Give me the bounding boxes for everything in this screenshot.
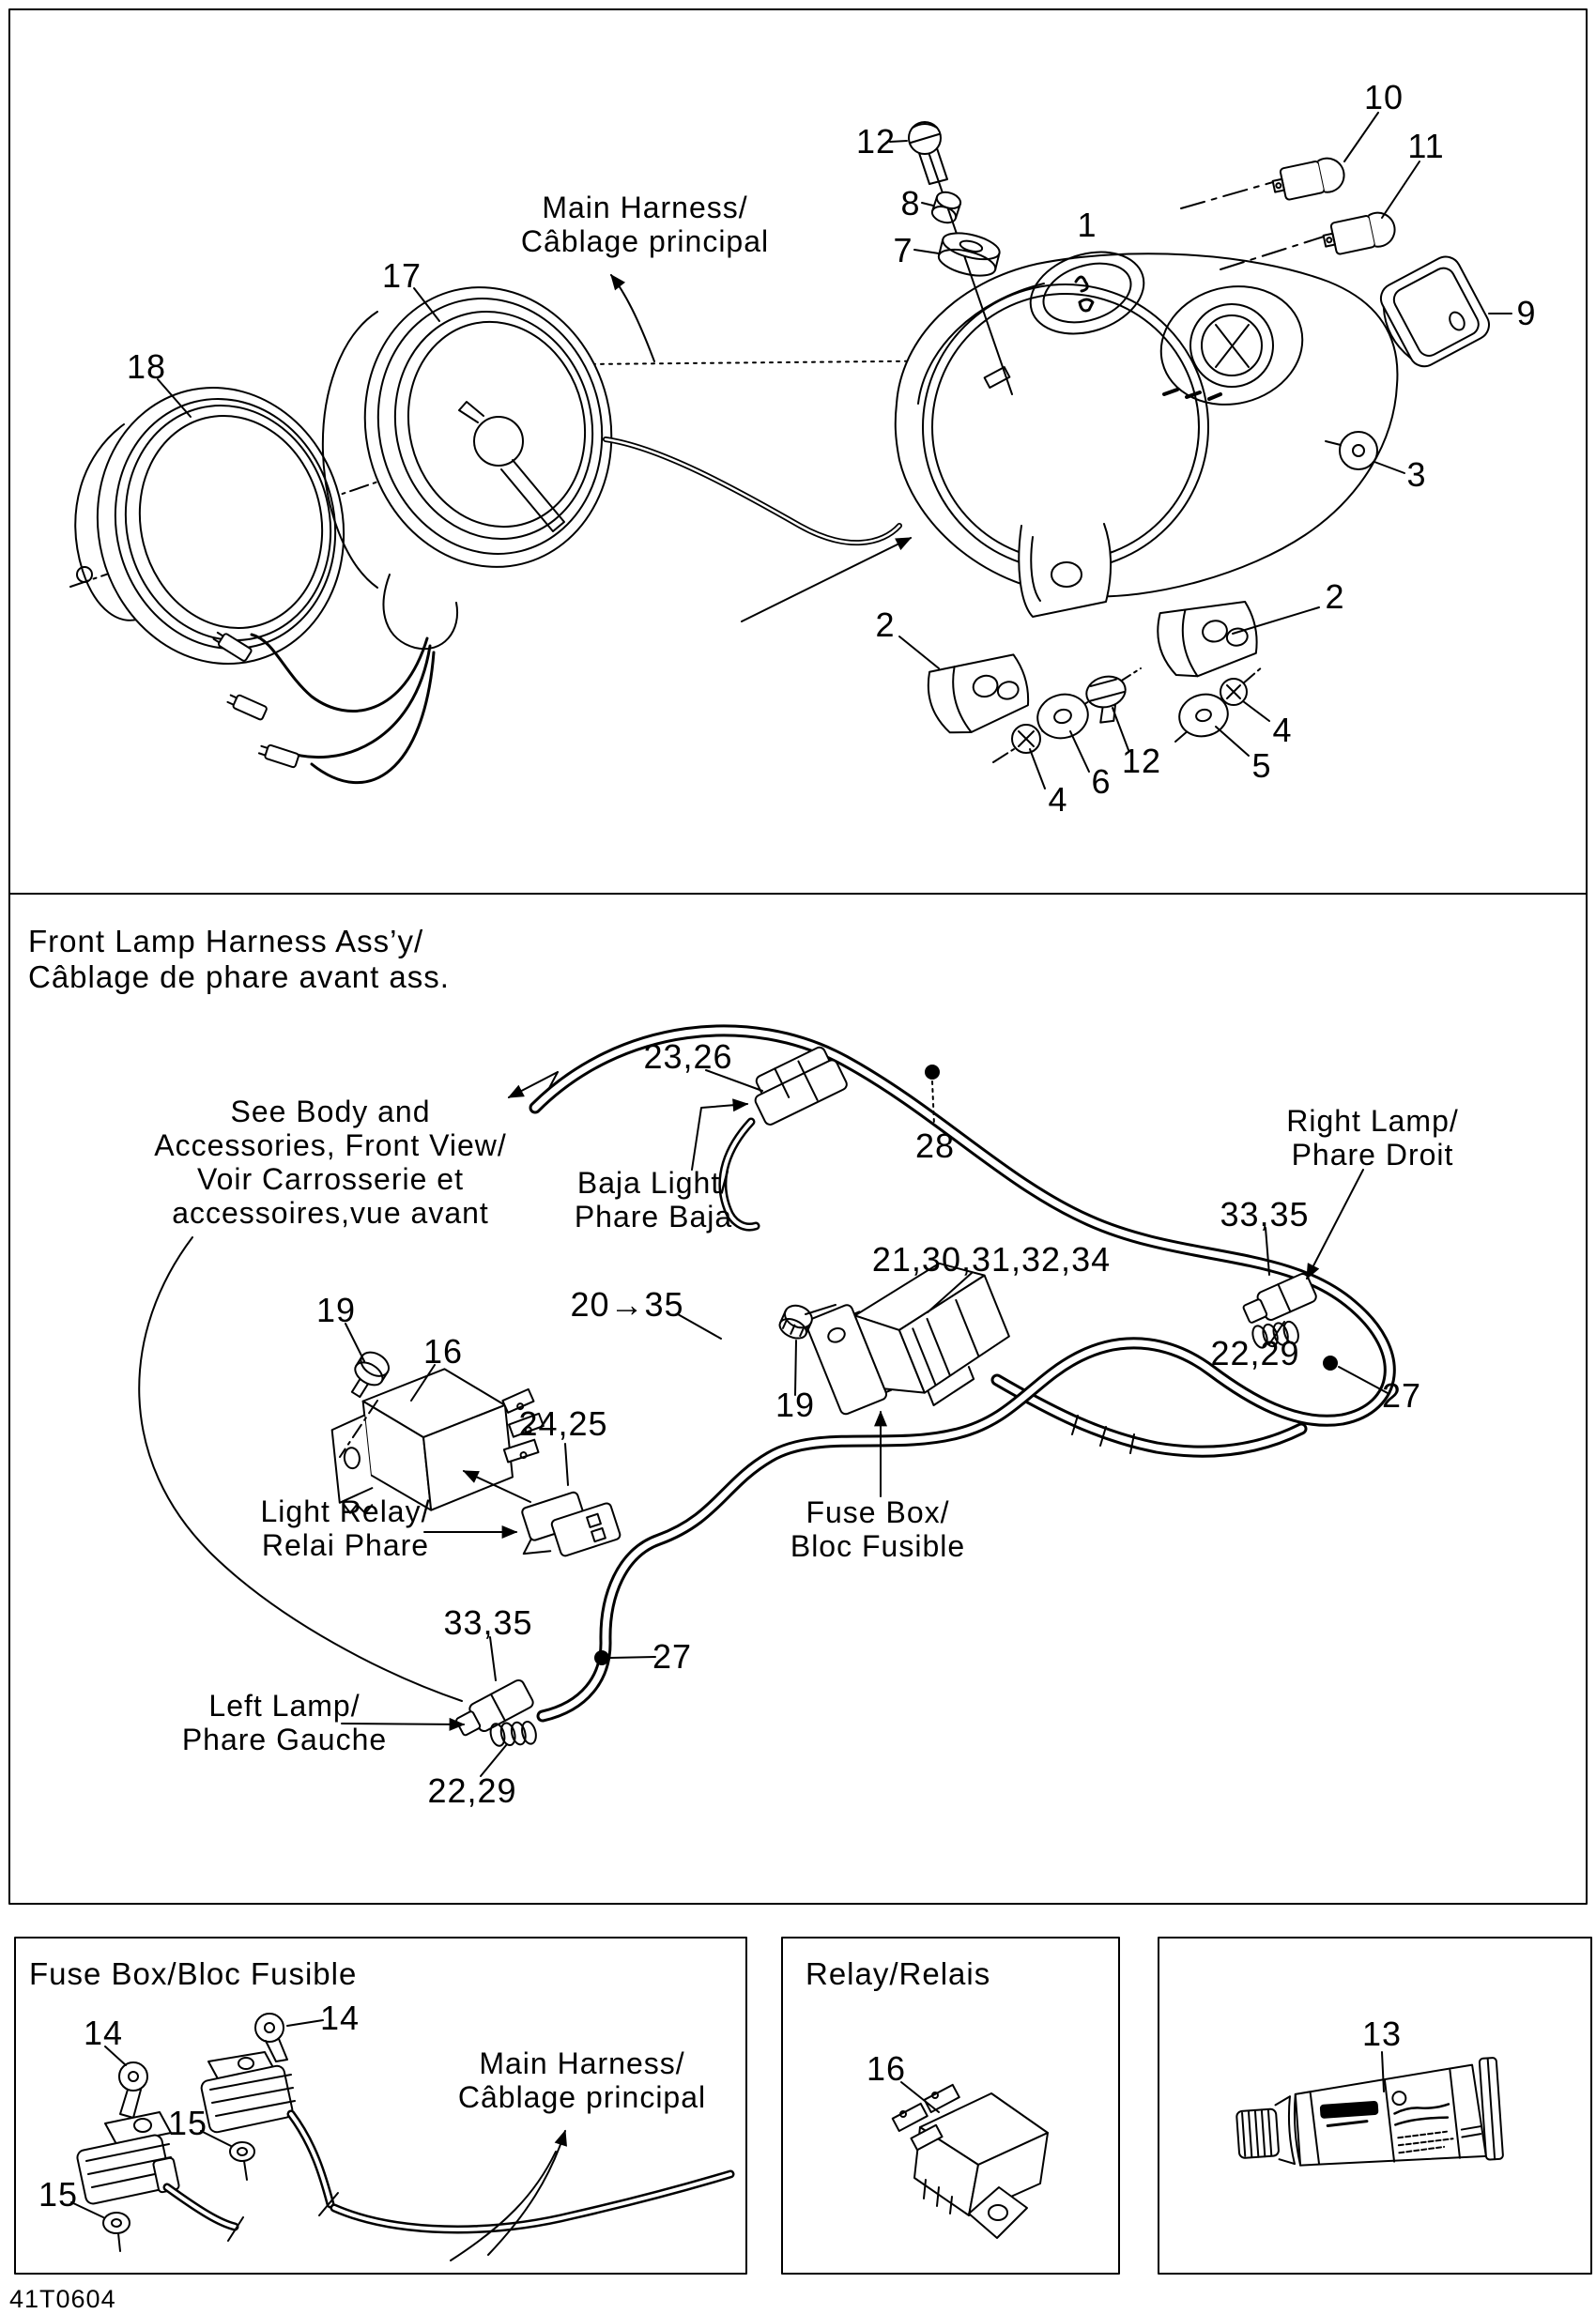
harness-cable	[535, 1031, 1389, 1716]
bulb-10-drawing	[1270, 155, 1347, 203]
left-lamp-note: Left Lamp/ Phare Gauche	[181, 1689, 388, 1756]
callout-spacer-8: 8	[900, 184, 921, 222]
callout-washer-6: 6	[1091, 762, 1112, 801]
callout-screw-3: 3	[1406, 455, 1427, 494]
bottom-main-harness-note: Main Harness/ Câblage principal	[457, 2046, 707, 2114]
callout-screw-14-b: 14	[319, 1999, 361, 2037]
bulb-11-drawing	[1321, 209, 1398, 257]
main-harness-note: Main Harness/ Câblage principal	[520, 191, 770, 258]
callout-screw-12-top: 12	[855, 122, 897, 161]
callout-harness-27-left: 27	[652, 1637, 693, 1676]
relay-panel-title: Relay/Relais	[806, 1956, 991, 1991]
main-harness-leads	[606, 275, 911, 621]
callout-screw-19-fuse: 19	[775, 1386, 816, 1424]
callout-left-lamp-terminals: 33,35	[443, 1603, 533, 1642]
callout-nut-4-left: 4	[1048, 780, 1068, 819]
callout-right-lamp-terminals: 33,35	[1220, 1195, 1310, 1234]
callout-washer-5: 5	[1251, 746, 1272, 785]
callout-bolt-12-lower: 12	[1121, 742, 1162, 780]
relay-connector-drawing	[511, 1482, 622, 1568]
callout-gauge-17: 17	[381, 256, 422, 295]
fuse-box-note: Fuse Box/ Bloc Fusible	[790, 1495, 966, 1563]
light-relay-note: Light Relay/ Relai Phare	[260, 1494, 431, 1562]
see-body-note: See Body and Accessories, Front View/ Voir Carrosserie et accessoires,vue avant	[154, 1095, 507, 1230]
callout-grommet-7: 7	[893, 231, 913, 269]
callout-nut-4-right: 4	[1272, 711, 1293, 749]
right-lamp-connector-drawing	[1240, 1272, 1317, 1328]
callout-harness-27-right: 27	[1381, 1376, 1422, 1415]
bottom-relay-drawing	[893, 2082, 1048, 2238]
callout-bulb-10: 10	[1363, 78, 1404, 116]
callout-compound-tube-13: 13	[1361, 2015, 1403, 2053]
fuse-box-drawing	[776, 1249, 1022, 1496]
callout-screw-19-relay: 19	[315, 1291, 357, 1329]
callout-baja-connector: 23,26	[643, 1037, 733, 1076]
callout-nut-15-b: 15	[38, 2175, 79, 2214]
callout-fuse-box-parts: 21,30,31,32,34	[871, 1240, 1112, 1279]
right-lamp-note: Right Lamp/ Phare Droit	[1286, 1104, 1459, 1172]
callout-relay-16-bottom: 16	[866, 2049, 907, 2088]
baja-light-note: Baja Light/ Phare Baja	[574, 1166, 733, 1234]
callout-bracket-2-left: 2	[875, 605, 896, 644]
callout-relay-connector: 24,25	[518, 1404, 608, 1443]
middle-section-header: Front Lamp Harness Ass’y/ Câblage de phare avant ass.	[28, 924, 450, 994]
callout-bracket-2-right: 2	[1325, 577, 1345, 616]
callout-right-lamp-sleeve: 22,29	[1210, 1334, 1300, 1372]
callout-relay-16: 16	[422, 1332, 464, 1371]
callout-screw-14-a: 14	[83, 2014, 124, 2052]
drawing-code: 41T0604	[9, 2285, 116, 2313]
callout-range-20-35: 20→35	[570, 1285, 684, 1324]
instrument-cluster-1-drawing	[896, 238, 1398, 617]
compound-tube-drawing	[1234, 2052, 1503, 2177]
callout-bulb-11: 11	[1407, 127, 1445, 165]
callout-switch-blank-9: 9	[1516, 294, 1537, 332]
callout-harness-28: 28	[914, 1126, 956, 1165]
callout-cluster-1: 1	[1077, 206, 1097, 244]
callout-nut-15-a: 15	[167, 2104, 208, 2142]
callout-bezel-18: 18	[126, 347, 167, 386]
fuse-box-panel-title: Fuse Box/Bloc Fusible	[29, 1956, 358, 1991]
callout-left-lamp-sleeve: 22,29	[427, 1771, 517, 1810]
